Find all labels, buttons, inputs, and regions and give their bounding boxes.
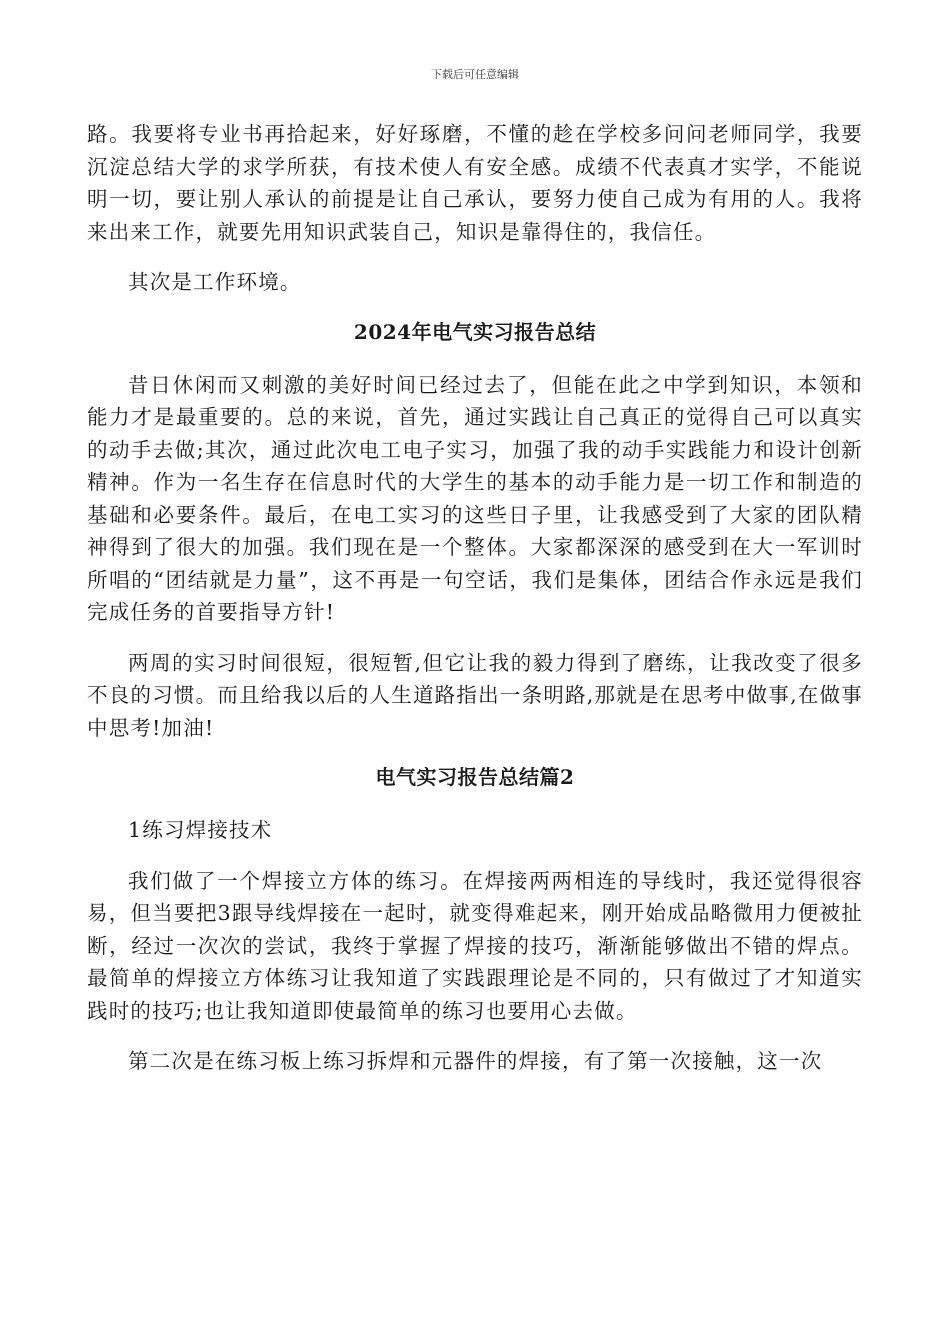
paragraph: 昔日休闲而又刺激的美好时间已经过去了，但能在此之中学到知识，本领和能力才是最重要的。总的来说，首先，通过实践让自己真正的觉得自己可以真实的动手去做;其次，通过此次电工电子实习，加强了我的动手实践能力和设计创新精神。作为一名生存在信息时代的大学生的基本的动手能力是一切工作和制造的基础和必要条件。最后，在电工实习的这些日子里，让我感受到了大家的团队精神得到了很大的加强。我们现在是一个整体。大家都深深的感受到在大一军训时所唱的“团结就是力量”，这不再是一句空话，我们是集体，团结合作永远是我们完成任务的首要指导方针! bbox=[87, 372, 863, 624]
paragraph: 1练习焊接技术 bbox=[128, 818, 273, 842]
page-header-note: 下载后可任意编辑 bbox=[431, 68, 519, 81]
section-heading: 电气实习报告总结篇2 bbox=[375, 765, 575, 789]
paragraph: 我们做了一个焊接立方体的练习。在焊接两两相连的导线时，我还觉得很容易，但当要把3跟导线焊接在一起时，就变得难起来，刚开始成品略微用力便被扯断，经过一次次的尝试，我终于掌握了焊接的技巧，渐渐能够做出不错的焊点。最简单的焊接立方体练习让我知道了实践跟理论是不同的，只有做过了才知道实践时的技巧;也让我知道即使最简单的练习也要用心去做。 bbox=[87, 868, 863, 1023]
paragraph: 路。我要将专业书再拾起来，好好琢磨，不懂的趁在学校多问问老师同学，我要沉淀总结大学的求学所获，有技术使人有安全感。成绩不代表真才实学，不能说明一切，要让别人承认的前提是让自己承认，要努力使自己成为有用的人。我将来出来工作，就要先用知识武装自己，知识是靠得住的，我信任。 bbox=[87, 122, 863, 244]
paragraph: 第二次是在练习板上练习拆焊和元器件的焊接，有了第一次接触，这一次 bbox=[128, 1049, 823, 1073]
section-heading: 2024年电气实习报告总结 bbox=[353, 319, 597, 344]
document-body bbox=[87, 118, 863, 1096]
paragraph: 其次是工作环境。 bbox=[128, 270, 302, 294]
paragraph: 两周的实习时间很短，很短暂,但它让我的毅力得到了磨练，让我改变了很多不良的习惯。而且给我以后的人生道路指出一条明路,那就是在思考中做事,在做事中思考!加油! bbox=[87, 650, 863, 740]
